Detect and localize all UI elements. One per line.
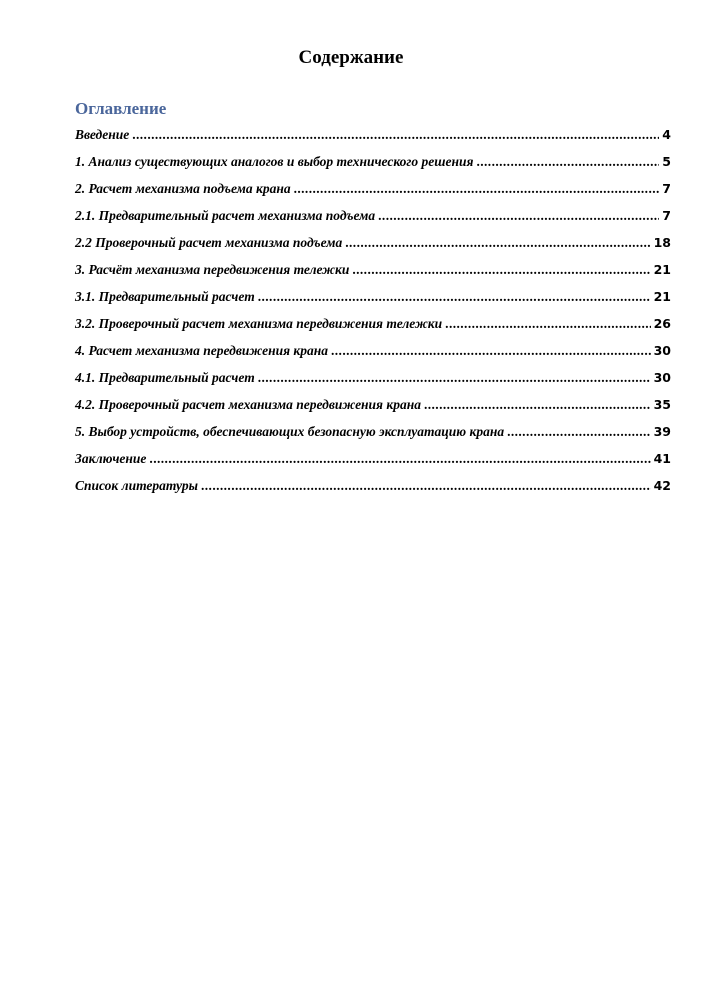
toc-entry[interactable] (75, 450, 671, 477)
table-of-contents (75, 126, 671, 504)
toc-page-number[interactable]: 35 (653, 397, 671, 412)
toc-entry-title[interactable]: 2.1. Предварительный расчет механизма подъема (75, 208, 376, 223)
toc-dot-leader (258, 369, 651, 387)
toc-dot-leader (331, 342, 651, 360)
page-title: Содержание (298, 47, 404, 68)
toc-entry[interactable] (75, 288, 671, 315)
toc-entry-title[interactable]: 2. Расчет механизма подъема крана (75, 181, 291, 196)
toc-page-number[interactable]: 30 (653, 370, 671, 385)
toc-page-number[interactable]: 18 (653, 235, 671, 250)
toc-entry[interactable] (75, 477, 671, 504)
toc-entry-title[interactable]: 1. Анализ существующих аналогов и выбор технического решения (75, 154, 474, 169)
toc-page-number[interactable]: 7 (662, 181, 671, 196)
toc-dot-leader (476, 153, 659, 171)
toc-entry[interactable] (75, 342, 671, 369)
toc-entry[interactable] (75, 207, 671, 234)
toc-page-number[interactable]: 30 (653, 343, 671, 358)
toc-dot-leader (424, 396, 651, 414)
toc-dot-leader (294, 180, 660, 198)
toc-entry-title[interactable]: 2.2 Проверочный расчет механизма подъема (75, 235, 343, 250)
toc-entry[interactable] (75, 180, 671, 207)
toc-page-number[interactable]: 42 (653, 478, 671, 493)
toc-dot-leader (345, 234, 650, 252)
toc-entry[interactable] (75, 126, 671, 153)
toc-entry-title[interactable]: 3.2. Проверочный расчет механизма передвижения тележки (75, 316, 443, 331)
toc-entry-title[interactable]: Заключение (75, 451, 147, 466)
toc-page-number[interactable]: 5 (662, 154, 671, 169)
toc-entry-title[interactable]: Список литературы (75, 478, 198, 493)
toc-entry-title[interactable]: 4.2. Проверочный расчет механизма передвижения крана (75, 397, 421, 412)
toc-dot-leader (445, 315, 650, 333)
toc-page-number[interactable]: 26 (653, 316, 671, 331)
toc-dot-leader (378, 207, 659, 225)
toc-page-number[interactable]: 7 (662, 208, 671, 223)
toc-page-number[interactable]: 41 (653, 451, 671, 466)
toc-entry-title[interactable]: 4. Расчет механизма передвижения крана (75, 343, 328, 358)
toc-entry-title[interactable]: 4.1. Предварительный расчет (75, 370, 255, 385)
toc-entry[interactable] (75, 369, 671, 396)
toc-entry-title[interactable]: 3. Расчёт механизма передвижения тележки (75, 262, 350, 277)
toc-entry[interactable] (75, 153, 671, 180)
toc-page-number[interactable]: 39 (653, 424, 671, 439)
toc-dot-leader (132, 126, 659, 144)
toc-dot-leader (258, 288, 651, 306)
toc-entry-title[interactable]: 3.1. Предварительный расчет (75, 289, 255, 304)
toc-entry[interactable] (75, 261, 671, 288)
toc-entry[interactable] (75, 234, 671, 261)
toc-page-number[interactable]: 21 (653, 262, 671, 277)
toc-dot-leader (352, 261, 650, 279)
toc-heading: Оглавление (75, 99, 167, 118)
toc-entry-title[interactable]: Введение (75, 127, 130, 142)
toc-dot-leader (149, 450, 650, 468)
toc-page-number[interactable]: 4 (662, 127, 671, 142)
toc-entry[interactable] (75, 423, 671, 450)
toc-page-number[interactable]: 21 (653, 289, 671, 304)
toc-entry-title[interactable]: 5. Выбор устройств, обеспечивающих безопасную эксплуатацию крана (75, 424, 505, 439)
toc-entry[interactable] (75, 396, 671, 423)
toc-dot-leader (201, 477, 651, 495)
toc-dot-leader (507, 423, 651, 441)
toc-entry[interactable] (75, 315, 671, 342)
